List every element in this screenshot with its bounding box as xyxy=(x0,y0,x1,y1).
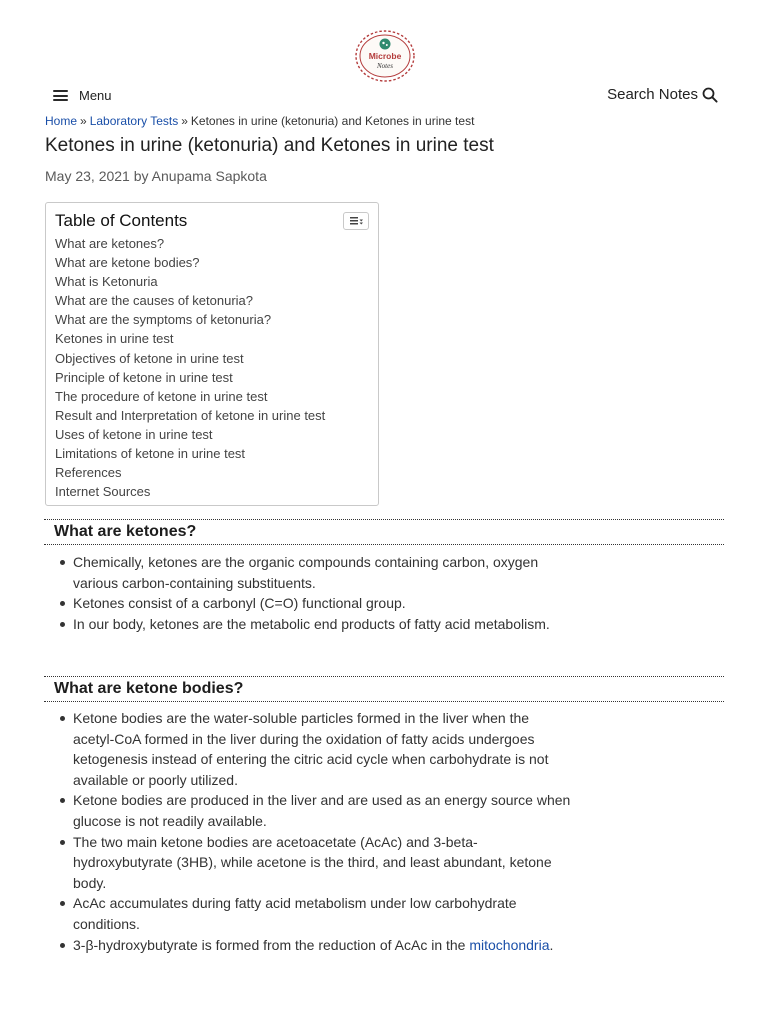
logo-subtext: Notes xyxy=(377,62,393,70)
list-item: Ketone bodies are the water-soluble particles formed in the liver when the acetyl-CoA formed in the liver during the oxidation of fatty acids undergoes ketogenesis instead of entering the citric acid cycle when carbohydrate is not available or poorly utilized. xyxy=(73,708,573,790)
toc-item[interactable]: What is Ketonuria xyxy=(55,274,158,290)
toc-item[interactable]: Limitations of ketone in urine test xyxy=(55,446,246,462)
list-item: Chemically, ketones are the organic compounds containing carbon, oxygen various carbon-containing substituents. xyxy=(73,552,573,593)
breadcrumb-separator: » xyxy=(80,114,87,128)
logo-wordmark: Microbe xyxy=(368,51,402,61)
section-heading-ketones xyxy=(44,519,724,545)
search-button[interactable] xyxy=(607,86,718,103)
toc-toggle-button[interactable] xyxy=(343,212,369,230)
section-title: What are ketone bodies? xyxy=(54,680,244,697)
toc-title: Table of Contents xyxy=(55,211,188,230)
breadcrumb-home-link[interactable]: Home xyxy=(45,114,78,128)
section-heading-ketone-bodies xyxy=(44,676,724,702)
breadcrumb-category-link[interactable]: Laboratory Tests xyxy=(89,114,179,128)
post-meta xyxy=(45,168,267,184)
post-date: May 23, 2021 xyxy=(45,168,130,184)
site-logo[interactable] xyxy=(352,28,418,84)
toc-item[interactable]: Ketones in urine test xyxy=(55,331,174,347)
toc-item[interactable]: What are ketone bodies? xyxy=(55,255,200,271)
breadcrumb xyxy=(45,114,474,128)
list-item-text: 3-β-hydroxybutyrate is formed from the reduction of AcAc in the xyxy=(73,936,466,953)
search-icon xyxy=(702,87,718,103)
toc-item[interactable]: References xyxy=(55,465,122,481)
toc-item[interactable]: Principle of ketone in urine test xyxy=(55,369,233,385)
list-item: Ketone bodies are produced in the liver and are used as an energy source when glucose is not readily available. xyxy=(73,790,573,831)
hamburger-icon xyxy=(53,90,68,101)
search-label: Search Notes xyxy=(607,86,698,103)
post-by: by xyxy=(133,168,149,184)
microbe-logo-icon xyxy=(352,28,418,84)
list-item: Ketones consist of a carbonyl (C=O) functional group. xyxy=(73,593,573,614)
list-item-end: . xyxy=(549,936,554,953)
ketones-bullet-list xyxy=(73,552,573,634)
toc-item[interactable]: Internet Sources xyxy=(55,484,151,500)
list-item: The two main ketone bodies are acetoacetate (AcAc) and 3-beta-hydroxybutyrate (3HB), while acetone is the third, and least abundant, ketone body. xyxy=(73,832,573,894)
mitochondria-link[interactable]: mitochondria xyxy=(469,936,550,953)
toc-item[interactable]: What are the symptoms of ketonuria? xyxy=(55,312,272,328)
list-item xyxy=(73,935,573,956)
ketone-bodies-bullet-list xyxy=(73,708,573,955)
page-title: Ketones in urine (ketonuria) and Ketones in urine test xyxy=(45,135,494,156)
menu-button[interactable] xyxy=(53,88,112,103)
toc-item[interactable]: What are the causes of ketonuria? xyxy=(55,293,254,309)
breadcrumb-separator: » xyxy=(181,114,188,128)
toc-list xyxy=(55,234,325,501)
list-item: AcAc accumulates during fatty acid metabolism under low carbohydrate conditions. xyxy=(73,893,573,934)
post-author[interactable]: Anupama Sapkota xyxy=(151,168,267,184)
list-toggle-icon xyxy=(344,213,368,229)
breadcrumb-current: Ketones in urine (ketonuria) and Ketones in urine test xyxy=(190,114,475,128)
toc-item[interactable]: Uses of ketone in urine test xyxy=(55,426,213,442)
table-of-contents xyxy=(45,202,379,506)
toc-item[interactable]: What are ketones? xyxy=(55,236,165,251)
toc-item[interactable]: Result and Interpretation of ketone in urine test xyxy=(55,407,326,423)
toc-item[interactable]: Objectives of ketone in urine test xyxy=(55,350,244,366)
menu-label: Menu xyxy=(79,88,112,103)
section-title: What are ketones? xyxy=(54,523,197,540)
list-item: In our body, ketones are the metabolic end products of fatty acid metabolism. xyxy=(73,614,573,635)
toc-item[interactable]: The procedure of ketone in urine test xyxy=(55,388,268,404)
